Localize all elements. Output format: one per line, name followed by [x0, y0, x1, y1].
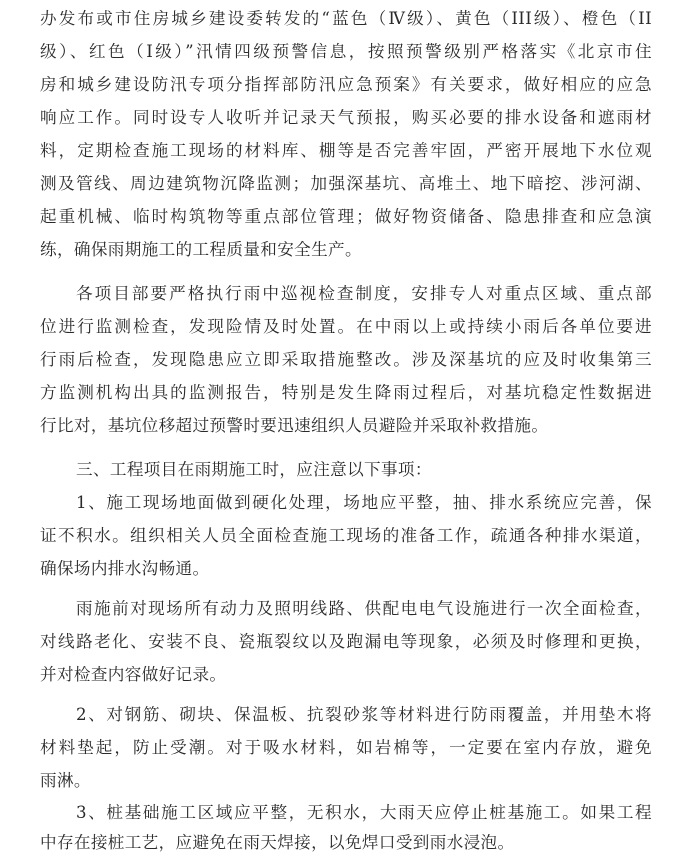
paragraph-2-line-1: 各项目部要严格执行雨中巡视检查制度，安排专人对重点区域、重点部	[76, 284, 652, 303]
paragraph-2-line-5: 行比对，基坑位移超过预警时要迅速组织人员避险并采取补救措施。	[40, 416, 549, 435]
paragraph-1-line-8: 练，确保雨期施工的工程质量和安全生产。	[40, 240, 362, 259]
paragraph-2-line-4: 方监测机构出具的监测报告，特别是发生降雨过程后，对基坑稳定性数据进	[40, 383, 652, 402]
item-1-line-2: 证不积水。组织相关人员全面检查施工现场的准备工作，疏通各种排水渠道，	[40, 526, 652, 545]
paragraph-1-line-4: 响应工作。同时设专人收听并记录天气预报，购买必要的排水设备和遮雨材	[40, 108, 652, 127]
item-3-line-2: 中存在接桩工艺，应避免在雨天焊接，以免焊口受到雨水浸泡。	[40, 833, 515, 852]
item-1-line-1: 1、施工现场地面做到硬化处理，场地应平整，抽、排水系统应完善，保	[76, 493, 652, 512]
item-2-line-3: 雨淋。	[40, 771, 91, 790]
item-1-line-3: 确保场内排水沟畅通。	[40, 559, 210, 578]
item-2-line-1: 2、对钢筋、砌块、保温板、抗裂砂浆等材料进行防雨覆盖，并用垫木将	[76, 705, 652, 724]
paragraph-1-line-5: 料，定期检查施工现场的材料库、棚等是否完善牢固，严密开展地下水位观	[40, 141, 652, 160]
paragraph-1-line-3: 房和城乡建设防汛专项分指挥部防汛应急预案》有关要求，做好相应的应急	[40, 75, 652, 94]
paragraph-2-line-3: 行雨后检查，发现隐患应立即采取措施整改。涉及深基坑的应及时收集第三	[40, 350, 652, 369]
paragraph-1-line-6: 测及管线、周边建筑物沉降监测；加强深基坑、高堆土、地下暗挖、涉河湖、	[40, 174, 652, 193]
section-heading: 三、工程项目在雨期施工时，应注意以下事项：	[76, 460, 432, 479]
item-2-line-2: 材料垫起，防止受潮。对于吸水材料，如岩棉等，一定要在室内存放，避免	[40, 738, 652, 757]
inspection-line-3: 并对检查内容做好记录。	[40, 665, 227, 684]
paragraph-1-line-1: 办发布或市住房城乡建设委转发的“蓝色（Ⅳ级）、黄色（III级）、橙色（II	[40, 9, 652, 28]
item-3-line-1: 3、桩基础施工区域应平整，无积水，大雨天应停止桩基施工。如果工程	[76, 803, 652, 822]
inspection-line-1: 雨施前对现场所有动力及照明线路、供配电电气设施进行一次全面检查，	[76, 599, 652, 618]
paragraph-1-line-7: 起重机械、临时构筑物等重点部位管理；做好物资储备、隐患排查和应急演	[40, 207, 652, 226]
paragraph-2-line-2: 位进行监测检查，发现险情及时处置。在中雨以上或持续小雨后各单位要进	[40, 317, 652, 336]
inspection-line-2: 对线路老化、安装不良、瓷瓶裂纹以及跑漏电等现象，必须及时修理和更换，	[40, 632, 652, 651]
paragraph-1-line-2: 级）、红色（Ⅰ级）”汛情四级预警信息，按照预警级别严格落实《北京市住	[40, 42, 652, 61]
